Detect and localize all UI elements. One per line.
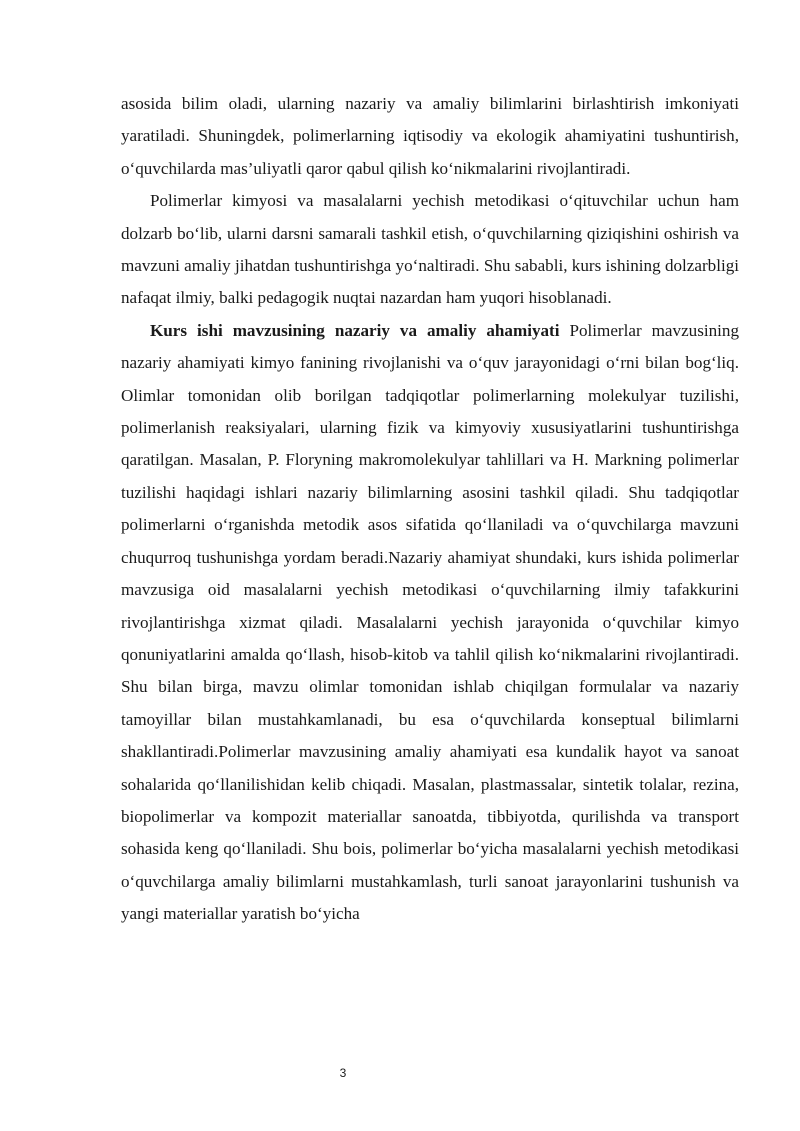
body-text [121,88,739,931]
paragraph-relevance: Polimerlar kimyosi va masalalarni yechish metodikasi o‘qituvchilar uchun ham dolzarb bo‘lib, ularni darsni samarali tashkil etish, o‘quvchilarning qiziqishini oshirish va mavzuni amaliy jihatdan tushuntirishga yo‘naltiradi. Shu sababli, kurs ishining dolzarbligi nafaqat ilmiy, balki pedagogik nuqtai nazardan ham yuqori hisoblanadi. [121,191,739,308]
section-heading-inline: Kurs ishi mavzusining nazariy va amaliy ahamiyati [150,320,560,340]
paragraph-significance [121,315,739,931]
page-number: 3 [339,1066,347,1080]
paragraph-continuation: asosida bilim oladi, ularning nazariy va amaliy bilimlarini birlashtirish imkoniyati yaratiladi. Shuningdek, polimerlarning iqtisodiy va ekologik ahamiyatini tushuntirish, o‘quvchilarda mas’uliyatli qaror qabul qilish ko‘nikmalarini rivojlantiradi. [121,94,739,178]
paragraph-significance-text: Polimerlar mavzusining nazariy ahamiyati kimyo fanining rivojlanishi va o‘quv jarayonidagi o‘rni bilan bog‘liq. Olimlar tomonidan olib borilgan tadqiqotlar polimerlarning molekulyar tuzilishi, polimerlanish reaksiyalari, ularning fizik va kimyoviy xususiyatlarini tushuntirishga qaratilgan. Masalan, P. Floryning makromolekulyar tahlillari va H. Markning polimerlar tuzilishi haqidagi ishlari nazariy bilimlarning asosini tashkil qiladi. Shu tadqiqotlar polimerlarni o‘rganishda metodik asos sifatida qo‘llaniladi va o‘quvchilarga mavzuni chuqurroq tushunishga yordam beradi.Nazariy ahamiyat shundaki, kurs ishida polimerlar mavzusiga oid masalalarni yechish metodikasi o‘quvchilarning ilmiy tafakkurini rivojlantirishga xizmat qiladi. Masalalarni yechish jarayonida o‘quvchilar kimyo qonuniyatlarini amalda qo‘llash, hisob-kitob va tahlil qilish ko‘nikmalarini rivojlantiradi. Shu bilan birga, mavzu olimlar tomonidan ishlab chiqilgan formulalar va nazariy tamoyillar bilan mustahkamlanadi, bu esa o‘quvchilarda konseptual bilimlarni shakllantiradi.Polimerlar mavzusining amaliy ahamiyati esa kundalik hayot va sanoat sohalarida qo‘llanilishidan kelib chiqadi. Masalan, plastmassalar, sintetik tolalar, rezina, biopolimerlar va kompozit materiallar sanoatda, tibbiyotda, qurilishda va transport sohasida keng qo‘llaniladi. Shu bois, polimerlar bo‘yicha masalalarni yechish metodikasi o‘quvchilarga amaliy bilimlarni mustahkamlash, turli sanoat jarayonlarini tushunish va yangi materiallar yaratish bo‘yicha [121,320,739,924]
